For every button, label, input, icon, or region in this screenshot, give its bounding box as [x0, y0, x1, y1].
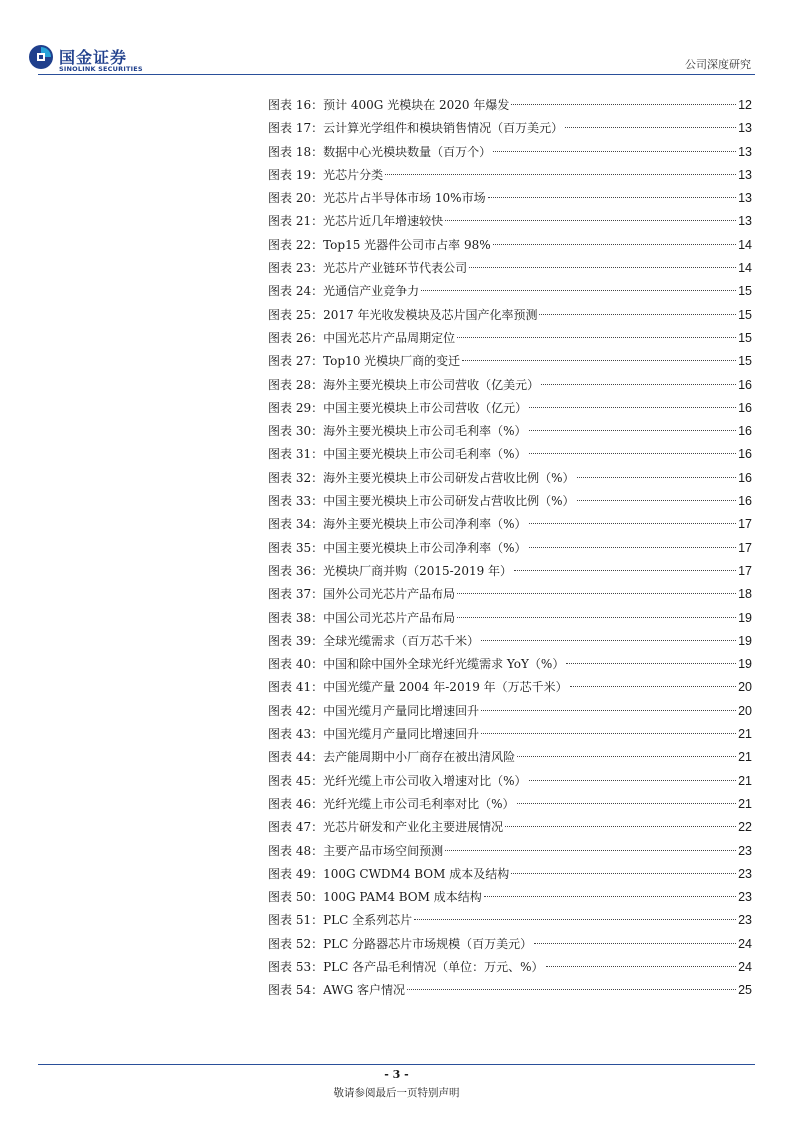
toc-entry-title[interactable]: 图表 31：中国主要光模块上市公司毛利率（%） — [268, 447, 527, 462]
toc-entry[interactable] — [268, 933, 752, 956]
toc-entry-title[interactable]: 图表 49：100G CWDM4 BOM 成本及结构 — [268, 866, 510, 881]
toc-entry[interactable] — [268, 630, 752, 653]
toc-dot-leader — [457, 337, 736, 338]
toc-entry-title[interactable]: 图表 51：PLC 全系列芯片 — [268, 913, 413, 928]
header-divider — [38, 74, 755, 75]
toc-entry[interactable] — [268, 467, 752, 490]
toc-entry-title[interactable]: 图表 39：全球光缆需求（百万芯千米） — [268, 633, 480, 648]
toc-entry[interactable] — [268, 234, 752, 257]
toc-dot-leader — [484, 896, 736, 897]
toc-entry-page[interactable]: 19 — [738, 657, 752, 672]
toc-dot-leader — [457, 617, 736, 618]
toc-dot-leader — [577, 500, 737, 501]
toc-entry-page[interactable]: 21 — [738, 727, 752, 742]
toc-entry-page[interactable]: 15 — [738, 284, 752, 299]
toc-entry-page[interactable]: 23 — [738, 913, 752, 928]
toc-entry[interactable] — [268, 164, 752, 187]
toc-entry-page[interactable]: 23 — [738, 890, 752, 905]
logo-chinese-name: 国金证券 — [59, 48, 128, 67]
toc-entry-page[interactable]: 21 — [738, 796, 752, 811]
toc-entry[interactable] — [268, 490, 752, 513]
toc-dot-leader — [529, 430, 737, 431]
toc-entry[interactable] — [268, 117, 752, 140]
toc-dot-leader — [481, 733, 736, 734]
toc-dot-leader — [493, 151, 736, 152]
toc-entry-title[interactable]: 图表 18：数据中心光模块数量（百万个） — [268, 144, 492, 159]
toc-entry[interactable] — [268, 537, 752, 560]
toc-entry-page[interactable]: 13 — [738, 191, 752, 206]
toc-entry-page[interactable]: 24 — [738, 936, 752, 951]
toc-dot-leader — [529, 523, 737, 524]
toc-dot-leader — [457, 593, 736, 594]
toc-entry-page[interactable]: 24 — [738, 959, 752, 974]
toc-dot-leader — [577, 477, 737, 478]
toc-dot-leader — [469, 267, 736, 268]
toc-dot-leader — [511, 104, 736, 105]
toc-entry-title[interactable]: 图表 17：云计算光学组件和模块销售情况（百万美元） — [268, 121, 564, 136]
toc-entry-title[interactable]: 图表 40：中国和除中国外全球光纤光缆需求 YoY（%） — [268, 657, 565, 672]
toc-entry[interactable] — [268, 886, 752, 909]
toc-entry-title[interactable]: 图表 47：光芯片研发和产业化主要进展情况 — [268, 820, 504, 835]
toc-dot-leader — [414, 919, 736, 920]
toc-dot-leader — [534, 943, 736, 944]
toc-entry-title[interactable]: 图表 21：光芯片近几年增速较快 — [268, 214, 444, 229]
toc-entry[interactable] — [268, 513, 752, 536]
toc-dot-leader — [488, 197, 737, 198]
toc-entry-page[interactable]: 15 — [738, 330, 752, 345]
toc-dot-leader — [565, 127, 736, 128]
toc-entry[interactable] — [268, 420, 752, 443]
toc-entry-page[interactable]: 13 — [738, 167, 752, 182]
toc-entry-page[interactable]: 16 — [738, 494, 752, 509]
toc-entry-title[interactable]: 图表 28：海外主要光模块上市公司营收（亿美元） — [268, 377, 540, 392]
toc-entry-page[interactable]: 16 — [738, 400, 752, 415]
toc-dot-leader — [570, 686, 736, 687]
toc-entry-page[interactable]: 17 — [738, 563, 752, 578]
toc-entry-page[interactable]: 21 — [738, 773, 752, 788]
toc-entry-title[interactable]: 图表 27：Top10 光模块厂商的变迁 — [268, 354, 461, 369]
toc-entry[interactable] — [268, 793, 752, 816]
toc-entry[interactable] — [268, 560, 752, 583]
toc-entry-page[interactable]: 23 — [738, 843, 752, 858]
toc-entry[interactable] — [268, 443, 752, 466]
toc-entry-title[interactable]: 图表 35：中国主要光模块上市公司净利率（%） — [268, 540, 527, 555]
toc-entry-page[interactable]: 13 — [738, 121, 752, 136]
toc-entry-title[interactable]: 图表 20：光芯片占半导体市场 10%市场 — [268, 191, 486, 206]
toc-entry[interactable] — [268, 607, 752, 630]
toc-dot-leader — [445, 220, 736, 221]
toc-dot-leader — [529, 453, 737, 454]
toc-entry[interactable] — [268, 210, 752, 233]
toc-entry-page[interactable]: 16 — [738, 470, 752, 485]
toc-dot-leader — [529, 780, 737, 781]
toc-entry-title[interactable]: 图表 50：100G PAM4 BOM 成本结构 — [268, 890, 482, 905]
toc-dot-leader — [546, 966, 737, 967]
toc-entry-title[interactable]: 图表 22：Top15 光器件公司市占率 98% — [268, 237, 491, 252]
toc-entry-page[interactable]: 14 — [738, 237, 752, 252]
toc-entry-title[interactable]: 图表 16：预计 400G 光模块在 2020 年爆发 — [268, 98, 510, 112]
toc-entry[interactable] — [268, 374, 752, 397]
toc-dot-leader — [517, 803, 737, 804]
toc-entry-page[interactable]: 20 — [738, 703, 752, 718]
toc-entry-title[interactable]: 图表 33：中国主要光模块上市公司研发占营收比例（%） — [268, 494, 575, 509]
toc-dot-leader — [566, 663, 736, 664]
toc-entry[interactable] — [268, 816, 752, 839]
toc-entry-title[interactable]: 图表 26：中国光芯片产品周期定位 — [268, 330, 456, 345]
toc-entry-title[interactable]: 图表 36：光模块厂商并购（2015-2019 年） — [268, 563, 513, 578]
toc-entry-page[interactable]: 16 — [738, 377, 752, 392]
toc-entry-page[interactable]: 21 — [738, 750, 752, 765]
toc-dot-leader — [445, 850, 736, 851]
toc-entry[interactable] — [268, 746, 752, 769]
toc-entry-title[interactable]: 图表 37：国外公司光芯片产品布局 — [268, 587, 456, 602]
toc-dot-leader — [462, 360, 736, 361]
toc-entry-title[interactable]: 图表 38：中国公司光芯片产品布局 — [268, 610, 456, 625]
toc-dot-leader — [529, 547, 737, 548]
toc-entry[interactable] — [268, 653, 752, 676]
toc-entry[interactable] — [268, 280, 752, 303]
toc-entry[interactable] — [268, 979, 752, 1002]
toc-entry-title[interactable]: 图表 29：中国主要光模块上市公司营收（亿元） — [268, 400, 528, 415]
company-logo — [28, 44, 158, 74]
toc-entry-page[interactable]: 19 — [738, 633, 752, 648]
toc-entry-title[interactable]: 图表 53：PLC 各产品毛利情况（单位：万元、%） — [268, 959, 544, 974]
toc-entry[interactable] — [268, 840, 752, 863]
toc-dot-leader — [421, 290, 736, 291]
toc-entry[interactable] — [268, 94, 752, 117]
toc-entry-page[interactable]: 17 — [738, 517, 752, 532]
page-number: - 3 - — [384, 1068, 409, 1081]
toc-entry-title[interactable]: 图表 41：中国光缆产量 2004 年-2019 年（万芯千米） — [268, 680, 568, 695]
logo-english-name: SINOLINK SECURITIES — [59, 65, 143, 73]
toc-entry-page[interactable]: 18 — [738, 587, 752, 602]
toc-dot-leader — [481, 640, 736, 641]
footer-divider — [38, 1064, 755, 1065]
toc-dot-leader — [505, 826, 736, 827]
sinolink-logo-icon — [28, 44, 54, 70]
toc-entry[interactable] — [268, 676, 752, 699]
toc-dot-leader — [407, 989, 736, 990]
toc-entry-page[interactable]: 22 — [738, 820, 752, 835]
toc-dot-leader — [514, 570, 736, 571]
toc-entry[interactable] — [268, 700, 752, 723]
toc-entry[interactable] — [268, 956, 752, 979]
toc-entry-page[interactable]: 25 — [738, 983, 752, 998]
toc-entry-page[interactable]: 14 — [738, 261, 752, 276]
toc-entry-page[interactable]: 16 — [738, 447, 752, 462]
toc-entry-title[interactable]: 图表 54：AWG 客户情况 — [268, 983, 405, 998]
toc-entry[interactable] — [268, 327, 752, 350]
toc-entry[interactable] — [268, 397, 752, 420]
toc-entry-title[interactable]: 图表 43：中国光缆月产量同比增速回升 — [268, 727, 480, 742]
toc-entry-title[interactable]: 图表 34：海外主要光模块上市公司净利率（%） — [268, 517, 527, 532]
toc-dot-leader — [511, 873, 736, 874]
toc-entry-page[interactable]: 12 — [738, 98, 752, 112]
toc-dot-leader — [385, 174, 736, 175]
toc-entry[interactable] — [268, 141, 752, 164]
toc-entry[interactable] — [268, 187, 752, 210]
toc-entry-page[interactable]: 19 — [738, 610, 752, 625]
toc-entry-title[interactable]: 图表 45：光纤光缆上市公司收入增速对比（%） — [268, 773, 527, 788]
toc-entry-title[interactable]: 图表 30：海外主要光模块上市公司毛利率（%） — [268, 424, 527, 439]
toc-entry[interactable] — [268, 723, 752, 746]
toc-entry-page[interactable]: 23 — [738, 866, 752, 881]
toc-entry-page[interactable]: 16 — [738, 424, 752, 439]
toc-entry-title[interactable]: 图表 44：去产能周期中小厂商存在被出清风险 — [268, 750, 516, 765]
toc-entry[interactable] — [268, 583, 752, 606]
toc-dot-leader — [541, 384, 736, 385]
toc-dot-leader — [481, 710, 736, 711]
toc-entry[interactable] — [268, 350, 752, 373]
toc-entry-title[interactable]: 图表 52：PLC 分路器芯片市场规模（百万美元） — [268, 936, 533, 951]
toc-entry[interactable] — [268, 909, 752, 932]
toc-entry-page[interactable]: 20 — [738, 680, 752, 695]
document-type: 公司深度研究 — [685, 58, 751, 71]
toc-entry[interactable] — [268, 304, 752, 327]
toc-entry-page[interactable]: 13 — [738, 214, 752, 229]
toc-entry[interactable] — [268, 863, 752, 886]
toc-entry-page[interactable]: 15 — [738, 354, 752, 369]
toc-entry-title[interactable]: 图表 32：海外主要光模块上市公司研发占营收比例（%） — [268, 470, 575, 485]
toc-dot-leader — [529, 407, 736, 408]
toc-dot-leader — [539, 314, 736, 315]
toc-entry-title[interactable]: 图表 46：光纤光缆上市公司毛利率对比（%） — [268, 796, 515, 811]
toc-entry-title[interactable]: 图表 19：光芯片分类 — [268, 167, 384, 182]
toc-entry-title[interactable]: 图表 25：2017 年光收发模块及芯片国产化率预测 — [268, 307, 538, 322]
figure-index — [268, 94, 752, 1003]
toc-entry-title[interactable]: 图表 48：主要产品市场空间预测 — [268, 843, 444, 858]
toc-entry-page[interactable]: 17 — [738, 540, 752, 555]
toc-dot-leader — [493, 244, 736, 245]
toc-entry-title[interactable]: 图表 23：光芯片产业链环节代表公司 — [268, 261, 468, 276]
toc-entry-title[interactable]: 图表 24：光通信产业竞争力 — [268, 284, 420, 299]
toc-entry-page[interactable]: 15 — [738, 307, 752, 322]
toc-entry-page[interactable]: 13 — [738, 144, 752, 159]
toc-entry-title[interactable]: 图表 42：中国光缆月产量同比增速回升 — [268, 703, 480, 718]
toc-entry[interactable] — [268, 257, 752, 280]
toc-entry[interactable] — [268, 770, 752, 793]
disclaimer-text: 敬请参阅最后一页特别声明 — [333, 1087, 460, 1099]
toc-dot-leader — [517, 756, 736, 757]
